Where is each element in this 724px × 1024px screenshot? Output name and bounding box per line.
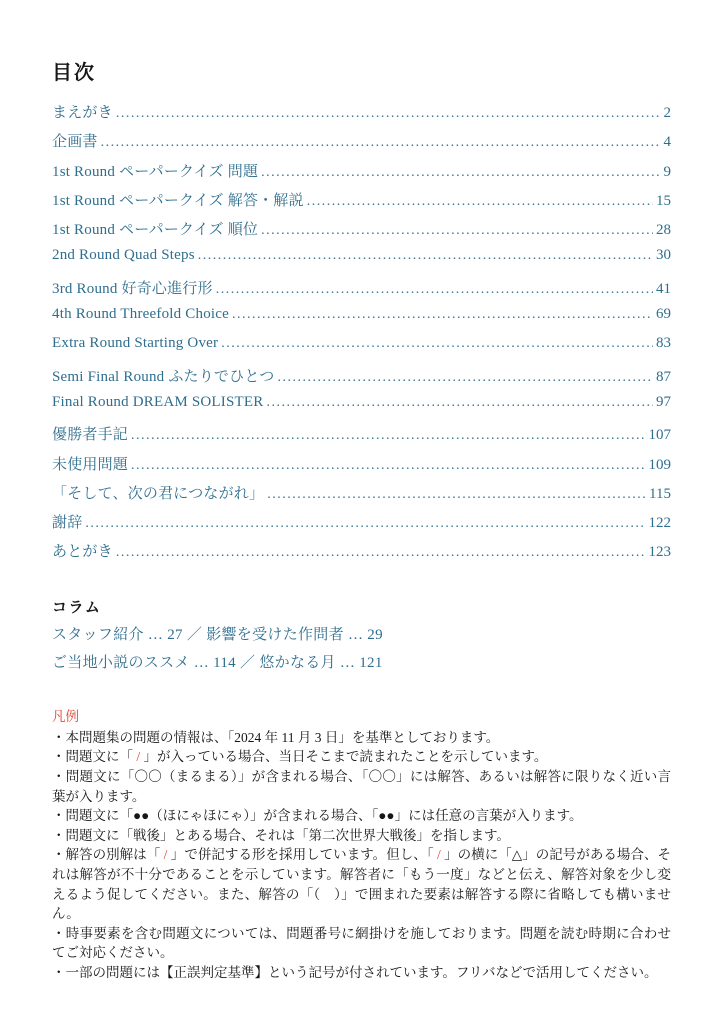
legend-red-slash: / — [163, 847, 168, 863]
toc-dotted-leader — [266, 394, 653, 411]
toc-entry — [52, 453, 671, 482]
toc-entry-label: 1st Round ペーパークイズ 順位 — [52, 222, 259, 239]
column-line: スタッフ紹介 … 27 ／ 影響を受けた作問者 … 29 — [52, 626, 383, 643]
legend-red-slash: / — [136, 749, 141, 765]
toc-entry — [52, 306, 671, 335]
toc-entry-page: 122 — [648, 515, 671, 532]
toc-entry-page: 83 — [656, 335, 671, 352]
toc-entry-page: 87 — [656, 368, 671, 385]
toc-dotted-leader — [232, 306, 653, 323]
toc-entry-page: 115 — [649, 485, 671, 502]
legend-item — [52, 845, 671, 923]
toc-list — [52, 101, 671, 570]
toc-entry — [52, 394, 671, 423]
toc-dotted-leader — [261, 164, 660, 181]
toc-entry-page: 109 — [648, 456, 671, 473]
toc-entry — [52, 160, 671, 189]
column-lines — [52, 625, 671, 673]
toc-dotted-leader — [116, 105, 661, 122]
toc-dotted-leader — [131, 457, 645, 474]
toc-entry-page: 4 — [663, 134, 671, 151]
legend-heading: 凡例 — [52, 708, 79, 724]
legend-item — [52, 924, 671, 963]
legend-text-segment: ・解答の別解は「 — [52, 847, 164, 863]
toc-entry-page: 2 — [663, 105, 671, 121]
toc-entry-label: 企画書 — [52, 134, 98, 151]
toc-entry — [52, 101, 671, 130]
legend-text-segment: 」で併記する形を採用しています。但し、「 — [167, 847, 437, 863]
legend-text-segment: ・問題文に「〇〇（まるまる）」が含まれる場合、「〇〇」には解答、あるいは解答に限りなく近い言葉が入ります。 — [52, 768, 671, 804]
legend-item — [52, 747, 671, 767]
toc-entry-page: 97 — [656, 393, 671, 410]
toc-entry-label: 「そして、次の君につながれ」 — [52, 485, 265, 502]
toc-dotted-leader — [221, 335, 653, 352]
toc-entry-label: Extra Round Starting Over — [52, 335, 219, 352]
legend-section — [52, 705, 671, 983]
toc-dotted-leader — [261, 222, 653, 239]
legend-text-segment: ・問題文に「戦後」とある場合、それは「第二次世界大戦後」を指します。 — [52, 827, 510, 843]
toc-dotted-leader — [216, 281, 653, 298]
toc-entry — [52, 189, 671, 218]
toc-entry — [52, 482, 671, 511]
toc-entry — [52, 540, 671, 569]
legend-text-segment: ・本問題集の問題の情報は、「2024 年 11 月 3 日」を基準としております。 — [52, 729, 500, 745]
legend-item — [52, 806, 671, 826]
toc-entry-label: 4th Round Threefold Choice — [52, 306, 229, 323]
toc-entry — [52, 423, 671, 452]
legend-red-slash: / — [436, 847, 441, 863]
toc-entry-page: 107 — [648, 427, 671, 444]
toc-entry-page: 28 — [656, 222, 671, 239]
legend-text-segment: 」の横に「△」の記号がある場合、それは解答が不十分であることを示しています。解答者に「もう一度」などと伝え、解答対象を少し変えるよう促してください。また、解答の「（ ）」で囲まれた要素は解答する際に省略しても構いません。 — [52, 847, 672, 922]
toc-entry-label: まえがき — [52, 105, 113, 121]
legend-text-segment: 」が入っている場合、当日そこまで読まれたことを示しています。 — [140, 749, 548, 765]
toc-dotted-leader — [85, 515, 645, 532]
toc-dotted-leader — [131, 427, 645, 444]
toc-entry-page: 30 — [656, 247, 671, 264]
legend-item — [52, 767, 671, 806]
legend-text-segment: ・問題文に「●●（ほにゃほにゃ）」が含まれる場合、「●●」には任意の言葉が入ります。 — [52, 808, 583, 824]
toc-entry-page: 69 — [656, 306, 671, 323]
legend-body — [52, 728, 671, 983]
column-heading: コラム — [52, 599, 102, 616]
toc-entry-label: Semi Final Round ふたりでひとつ — [52, 368, 275, 385]
toc-entry-page: 123 — [648, 544, 671, 561]
toc-entry-page: 41 — [656, 280, 671, 297]
legend-text-segment: ・問題文に「 — [52, 749, 137, 765]
legend-text-segment: ・時事要素を含む問題文については、問題番号に網掛けを施しております。問題を読む時期に合わせてご対応ください。 — [52, 925, 671, 961]
toc-dotted-leader — [116, 544, 646, 561]
toc-entry-label: 3rd Round 好奇心進行形 — [52, 280, 213, 297]
toc-entry-label: あとがき — [52, 544, 113, 561]
page-title: 目次 — [52, 62, 96, 84]
toc-entry-label: 謝辞 — [52, 515, 83, 532]
legend-text-segment: ・一部の問題には【正誤判定基準】という記号が付されています。フリバなどで活用してください。 — [52, 964, 658, 980]
toc-entry-label: 優勝者手記 — [52, 427, 129, 444]
toc-entry-label: 未使用問題 — [52, 456, 129, 473]
toc-entry-label: 1st Round ペーパークイズ 問題 — [52, 163, 259, 180]
toc-dotted-leader — [198, 247, 653, 264]
toc-entry — [52, 335, 671, 364]
toc-entry — [52, 365, 671, 394]
toc-entry-label: 2nd Round Quad Steps — [52, 247, 195, 264]
column-line: ご当地小説のススメ … 114 ／ 悠かなる月 … 121 — [52, 654, 383, 671]
toc-entry-page: 15 — [656, 192, 671, 209]
legend-item — [52, 826, 671, 846]
toc-entry — [52, 218, 671, 247]
legend-item — [52, 963, 671, 983]
toc-dotted-leader — [307, 193, 653, 210]
column-section — [52, 596, 671, 673]
legend-item — [52, 728, 671, 748]
toc-dotted-leader — [277, 369, 653, 386]
toc-entry-label: 1st Round ペーパークイズ 解答・解説 — [52, 192, 304, 209]
toc-entry — [52, 277, 671, 306]
toc-dotted-leader — [101, 134, 661, 151]
toc-entry — [52, 130, 671, 159]
toc-entry-page: 9 — [663, 163, 671, 180]
toc-entry-label: Final Round DREAM SOLISTER — [52, 393, 264, 410]
toc-entry — [52, 511, 671, 540]
toc-dotted-leader — [267, 486, 646, 503]
toc-entry — [52, 247, 671, 276]
